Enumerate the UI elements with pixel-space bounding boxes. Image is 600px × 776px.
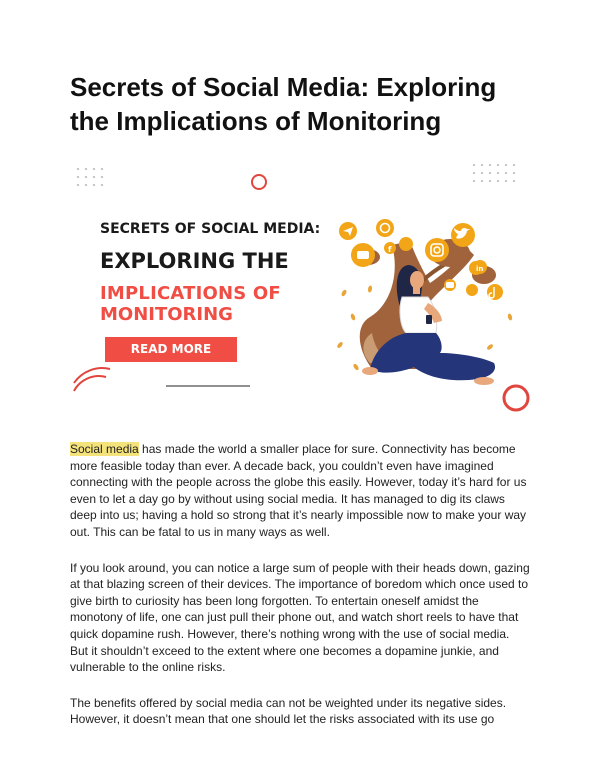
messenger-icon: [466, 284, 478, 296]
paragraph-1-text: has made the world a smaller place for sure. Connectivity has become more feasible today than ever. A decade back, you couldn’t even have imagined connecting with the people across the globe this easily. However, today it’s hard for us even to let a day go by without using social media. It has managed to dig its claws deep into us; having a hold so strong that it’s nearly impossible now to make your way out. This can be fatal to us in many ways as well.: [70, 442, 527, 539]
whatsapp-icon: [376, 219, 394, 237]
instagram-icon: [425, 238, 449, 262]
paragraph-3: The benefits offered by social media can not be weighted under its negative sides. However, it doesn’t mean that one should let the risks associated with its use go: [70, 695, 507, 727]
banner-heading-line4: MONITORING: [100, 304, 233, 325]
dot-grid-top-right: [473, 164, 515, 182]
phone-icon: [426, 315, 432, 324]
ring-decoration: [252, 175, 266, 189]
share-icon: [399, 237, 413, 251]
paragraph-2: If you look around, you can notice a large sum of people with their heads down, gazing at that blazing screen of their devices. The importance of boredom which once used to give birth to curiosity has been long forgotten. To entertain oneself amidst the monotony of life, one can just pull their phone out, and watch short reels to have that quick dopamine rush. However, there’s nothing wrong with the use of social media. But it shouldn’t exceed to the extent where one becomes a dopamine junkie, and vulnerable to the online risks.: [70, 560, 530, 675]
banner-heading-line1: SECRETS OF SOCIAL MEDIA:: [100, 221, 321, 237]
svg-text:in: in: [476, 265, 484, 273]
read-more-button[interactable]: READ MORE: [105, 337, 237, 362]
dot-grid-top-left: [77, 168, 103, 186]
svg-text:f: f: [388, 245, 392, 254]
banner-heading-line2: EXPLORING THE: [100, 249, 289, 273]
article-body: [70, 441, 530, 747]
paragraph-1: [70, 441, 530, 541]
ring-decoration-large: [504, 386, 528, 410]
banner-heading-line3: IMPLICATIONS OF: [100, 283, 281, 304]
social-media-link[interactable]: Social media: [70, 442, 139, 456]
arc-decoration: [74, 368, 110, 383]
article-title: Secrets of Social Media: Exploring the Implications of Monitoring: [70, 72, 497, 136]
hero-banner[interactable]: [70, 157, 530, 421]
